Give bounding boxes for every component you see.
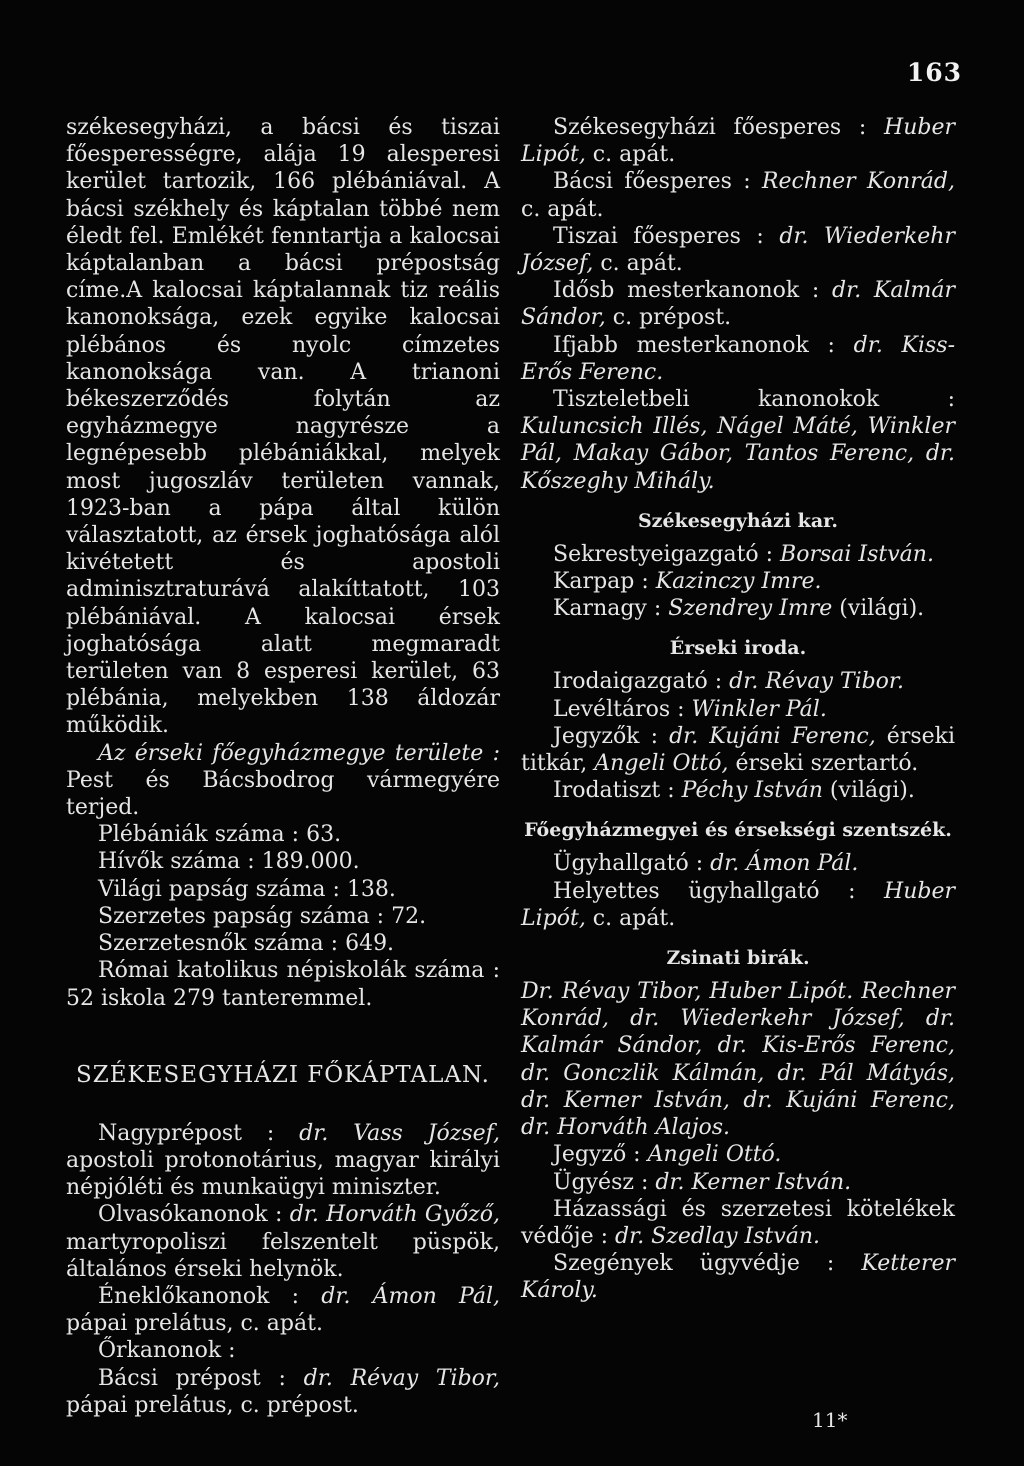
entry-label: Éneklőkanonok : [98,1283,322,1309]
entry-hazassagi [521,1196,955,1250]
entry-label: Tiszteletbeli kanonokok : [553,387,955,413]
entry-rest: (világi). [832,596,925,622]
section-heading-office: Érseki iroda. [669,637,807,660]
entry-bacsi-foesperes [521,168,955,222]
entry-label: Székesegyházi főesperes : [553,115,885,140]
entry-name: Dr. Révay Tibor, Huber Lipót. Rechner Konrád, dr. Wiederkehr József, dr. Kalmár Sándor, dr. Kis-Erős Ferenc, dr. Gonczlik Kálmán, dr. Pál Mátyás, dr. Kerner István, dr. Kujáni Ferenc, dr. Horváth Alajos. [521,979,955,1141]
territory-label: Az érseki főegyházmegye területe : [98,740,500,766]
section-heading-synod: Zsinati birák. [666,947,810,970]
entry-label: Karpap : [553,569,656,595]
entry-label: Jegyző : [553,1142,648,1168]
territory-paragraph [66,740,500,822]
entry-name: dr. Révay Tibor, [303,1365,501,1391]
entry-nagyprepost [66,1120,500,1202]
entry-name: Szendrey Imre [668,596,833,622]
entry-rest: apostoli protonotárius, magyar királyi népjóléti és munkaügyi miniszter. [66,1147,500,1201]
entry-rest: (világi). [822,778,915,804]
entry-name: dr. Kalmár Sándor, [521,278,955,331]
entry-name: dr. Révay Tibor. [729,669,905,695]
entry-jegyzo [521,1141,955,1168]
entry-rest: c. apát. [585,142,676,168]
entry-name: dr. Kerner István. [655,1169,852,1195]
entry-name: Rechner Konrád, [761,169,955,195]
entry-label: Tiszai főesperes : [553,223,780,249]
entry-irodaigazgato [521,668,955,695]
stat-line: Világi papság száma : 138. [98,876,396,902]
entry-tiszai [521,223,955,277]
entry-name: Kazinczy Imre. [655,569,822,595]
entry-label: Szegények ügyvédje : [553,1251,862,1277]
entry-name: Angeli Ottó. [647,1142,782,1168]
chapter-heading: SZÉKESEGYHÁZI FŐKÁPTALAN. [76,1061,490,1088]
entry-name: Angeli Ottó, [594,751,729,777]
entry-eneklo [66,1283,500,1337]
entry-rest: c. apát. [593,251,683,277]
left-column [66,114,500,1419]
entry-irodatiszt [521,777,955,804]
entry-name: dr. Szedlay István. [615,1223,821,1249]
entry-sekrestye [521,541,955,568]
stat-line: Római katolikus népiskolák száma : 52 iskola 279 tanteremmel. [66,958,500,1011]
entry-label: Karnagy : [553,596,669,622]
entry-olvaso [66,1201,500,1283]
entry-name: Ketterer Károly. [521,1251,955,1304]
territory-text: Pest és Bácsbodrog vármegyére terjed. [66,767,500,821]
stat-line: Hívők száma : 189.000. [98,849,360,875]
entry-label: Helyettes ügyhallgató : [553,878,885,904]
entry-label: Idősb mesterkanonok : [553,278,833,304]
entry-ugyhallgato [521,850,955,877]
entry-rest: érseki titkár, [521,723,956,777]
entry-label: Irodatiszt : [553,778,682,804]
entry-label: Bácsi főesperes : [553,169,762,195]
entry-name: dr. Horváth Győző, [289,1202,500,1228]
entry-label: Bácsi prépost : [98,1365,304,1391]
entry-label: Olvasókanonok : [98,1202,290,1228]
section-heading-court: Főegyházmegyei és érsekségi szentszék. [524,819,952,842]
entry-jegyzok [521,723,955,777]
entry-or: Őrkanonok : [98,1338,236,1364]
entry-bacsi [66,1365,500,1419]
entry-name: dr. Ámon Pál. [710,851,859,877]
entry-karnagy [521,595,955,622]
entry-rest: c. apát. [585,905,676,931]
entry-tiszteletbeli [521,386,955,495]
entry-name: Borsai István. [780,541,934,567]
entry-name: Huber Lipót, [521,878,955,931]
intro-paragraph: székesegyházi, a bácsi és tiszai főesperességre, alája 19 alesperesi kerület tartozik, 166 plébániával. A bácsi székhely és káptalan többé nem éledt fel. Emlékét fenntartja a kalocsai káptalanban a bácsi prépostság címe.A kalocsai káptalannak tiz reális kanonoksága, ezek egyike kalocsai plébános és nyolc címzetes kanonoksága van. A trianoni békeszerződés folytán az egyházmegye nagyrésze a legnépesebb plébániákkal, melyek most jugoszláv területen vannak, 1923-ban a pápa által külön választatott, az érsek joghatósága alól kivétetett és apostoli adminisztraturává alakíttatott, 103 plébániával. A kalocsai érsek joghatósága alatt megmaradt területen van 8 esperesi kerület, 63 plébánia, melyekben 138 áldozár működik. [66,115,500,739]
stat-line: Szerzetesnők száma : 649. [98,931,395,957]
entry-helyettes [521,878,955,932]
entry-karpap [521,568,955,595]
right-column [521,114,955,1305]
section-heading-choir: Székesegyházi kar. [637,509,839,532]
entry-rest: érseki szertartó. [728,751,919,777]
entry-name: dr. Kujáni Ferenc, [669,723,876,749]
entry-label: Ifjabb mesterkanonok : [553,332,854,358]
entry-label: Irodaigazgató : [553,669,730,695]
entry-szegenyek [521,1250,955,1304]
entry-rest: pápai prelátus, c. prépost. [66,1392,359,1418]
entry-name: dr. Kiss-Erős Ferenc. [521,332,956,385]
entry-rest: martyropoliszi felszentelt püspök, általános érseki helynök. [66,1229,500,1282]
entry-name: Kuluncsich Illés, Nágel Máté, Winkler Pál, Makay Gábor, Tantos Ferenc, dr. Kőszeghy Mihály. [521,414,955,494]
entry-label: Ügyhallgató : [553,851,711,877]
entry-ifjabb [521,332,955,386]
entry-label: Nagyprépost : [98,1120,300,1146]
stat-line: Szerzetes papság száma : 72. [98,903,427,929]
entry-name: dr. Vass József, [299,1120,500,1146]
entry-rest: c. apát. [521,196,604,222]
entry-label: Ügyész : [553,1169,656,1195]
stat-line: Plébániák száma : 63. [98,822,342,848]
entry-name: Winkler Pál. [691,696,827,722]
signature-mark: 11* [812,1408,848,1432]
entry-ugyesz [521,1169,955,1196]
entry-rest: c. prépost. [605,305,732,331]
entry-name: dr. Wiederkehr József, [521,223,955,277]
entry-name: Huber Lipót, [521,115,955,168]
entry-label: Levéltáros : [553,696,692,722]
entry-label: Jegyzők : [553,723,670,749]
synod-judges [521,978,955,1141]
entry-name: dr. Ámon Pál, [321,1283,500,1309]
entry-idosb [521,277,955,331]
entry-label: Sekrestyeigazgató : [553,541,781,567]
entry-name: Péchy István [681,778,823,804]
entry-label: Házassági és szerzetesi kötelékek védője : [521,1196,955,1249]
entry-leveltaros [521,696,955,723]
page-number: 163 [906,58,962,87]
entry-szekesegyhazi [521,114,955,168]
entry-rest: pápai prelátus, c. apát. [66,1311,323,1337]
